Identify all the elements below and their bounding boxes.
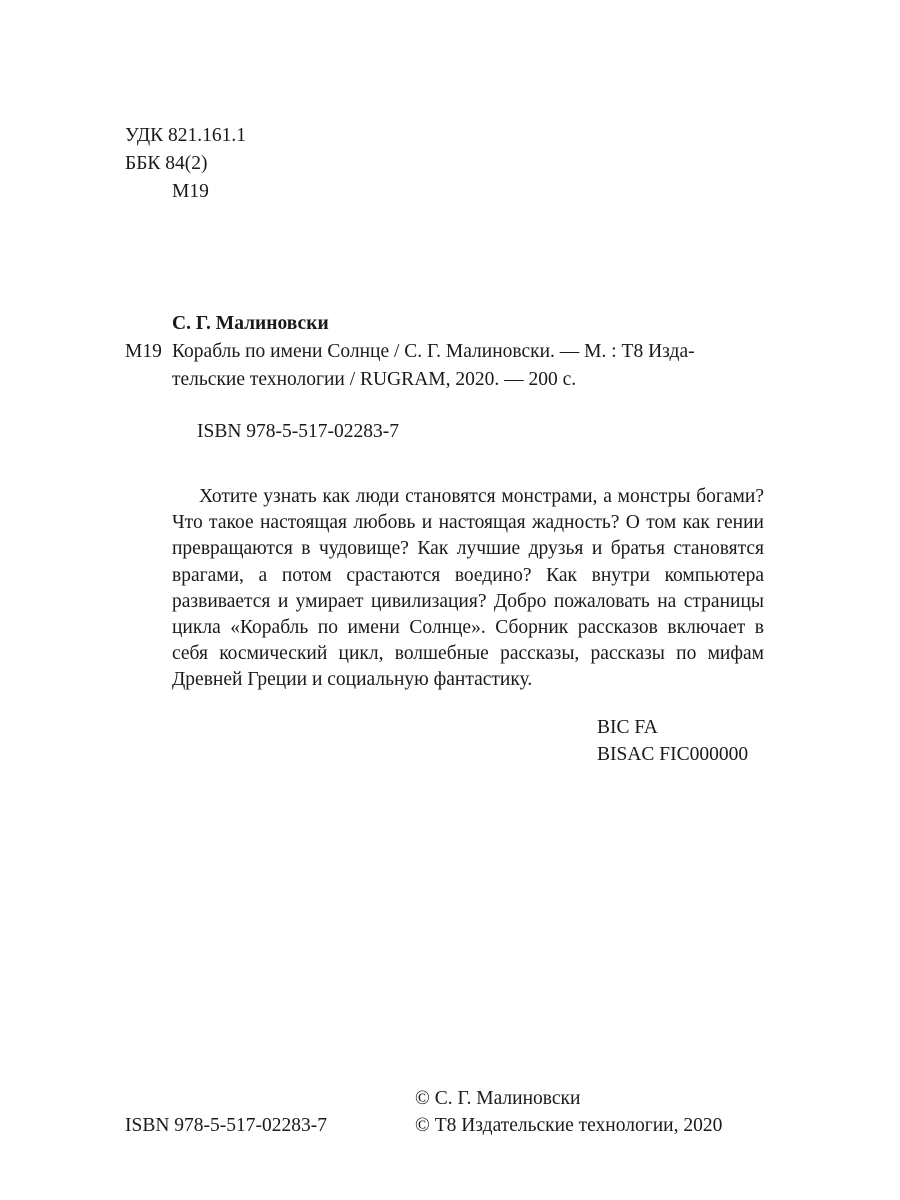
catalog-mark: М19 [125,341,162,362]
bbk-code: ББК 84(2) [125,153,208,174]
catalog-isbn: ISBN 978-5-517-02283-7 [197,421,400,442]
author-mark: М19 [172,181,209,202]
description-line-1: Корабль по имени Солнце / С. Г. Малиновски. — М. : Т8 Изда- [172,341,695,362]
udk-code: УДК 821.161.1 [125,125,247,146]
copyright-publisher: © Т8 Издательские технологии, 2020 [415,1115,723,1136]
copyright-author: © С. Г. Малиновски [415,1088,581,1109]
bic-code: BIC FA [597,717,658,738]
bisac-code: BISAC FIC000000 [597,744,749,765]
annotation-text: Хотите узнать как люди становятся монстрами, а монстры богами? Что такое настоящая любовь и настоящая жадность? О том как гении превращаются в чудовище? Как лучшие друзья и братья становятся врагами, а потом срастаются воедино? Как внутри компьютера развивается и умирает цивилизация? Добро пожаловать на страницы цикла «Корабль по имени Солнце». Сборник рассказов включает в себя космический цикл, волшебные рассказы, рассказы по мифам Древней Греции и социальную фантастику. [172,486,764,691]
author-heading: С. Г. Малиновски [172,313,329,334]
footer-isbn: ISBN 978-5-517-02283-7 [125,1115,328,1136]
description-line-2: тельские технологии / RUGRAM, 2020. — 200 с. [172,369,577,390]
